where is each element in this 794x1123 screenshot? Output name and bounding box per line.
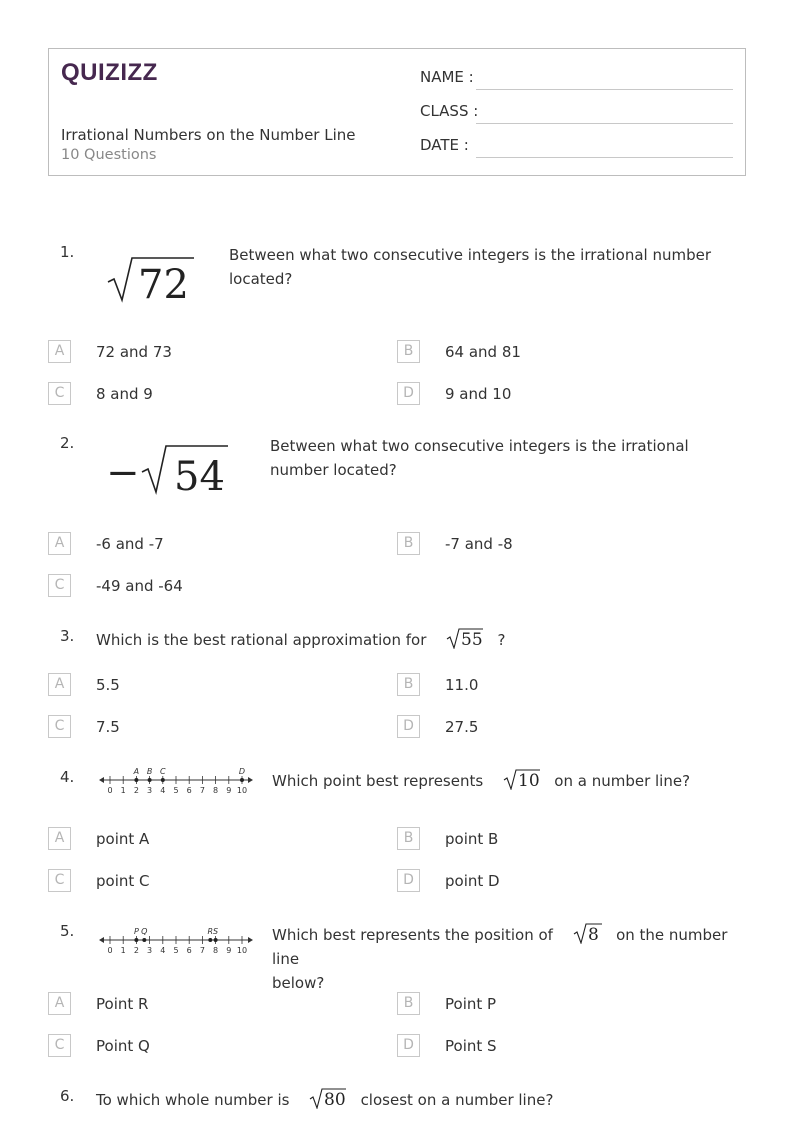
tick-label: 10 [236, 946, 248, 955]
q4-choice-b-box[interactable]: B [397, 827, 420, 850]
point-label: C [160, 767, 166, 776]
q1-choice-a-box[interactable]: A [48, 340, 71, 363]
question-5-text-after: on the number line [272, 926, 728, 968]
left-arrow-icon [99, 937, 104, 943]
tick-label: 8 [213, 786, 219, 795]
question-4-text-before: Which point best represents [272, 772, 484, 790]
tick-label: 5 [173, 946, 179, 955]
tick-label: 3 [147, 946, 153, 955]
q5-number-line [98, 924, 254, 958]
point-label: B [146, 767, 153, 776]
date-label: DATE : [420, 136, 469, 154]
quizizz-logo: QUIZIZZ [61, 59, 158, 86]
tick-label: 9 [226, 946, 232, 955]
point-marker [142, 938, 146, 942]
q4-number-line [98, 764, 254, 798]
q4-choice-a-text: point A [96, 830, 150, 848]
q5-choice-c-box[interactable]: C [48, 1034, 71, 1057]
q5-choice-d-text: Point S [445, 1037, 497, 1055]
minus-sign: − [106, 450, 140, 496]
question-5-text-line2: below? [272, 974, 325, 992]
q4-choice-b-text: point B [445, 830, 499, 848]
q3-choice-a-text: 5.5 [96, 676, 120, 694]
q2-choice-a-box[interactable]: A [48, 532, 71, 555]
tick-label: 2 [133, 946, 139, 955]
date-line[interactable] [476, 157, 733, 158]
question-1-text: Between what two consecutive integers is the irrational number located? [229, 246, 712, 288]
q4-choice-c-box[interactable]: C [48, 869, 71, 892]
radicand-8: 8 [587, 925, 599, 944]
tick-label: 2 [133, 786, 139, 795]
question-5-text-before: Which best represents the position of [272, 926, 553, 944]
question-3-text-after: ? [497, 631, 506, 649]
q1-choice-c-text: 8 and 9 [96, 385, 153, 403]
q4-choice-d-text: point D [445, 872, 500, 890]
q1-choice-a-text: 72 and 73 [96, 343, 172, 361]
name-line[interactable] [476, 89, 733, 90]
point-marker [161, 778, 165, 782]
point-label: S [213, 927, 219, 936]
question-6-text-before: To which whole number is [96, 1091, 290, 1109]
question-6-text [96, 1087, 553, 1109]
radicand-80: 80 [324, 1090, 346, 1109]
q4-choice-d-box[interactable]: D [397, 869, 420, 892]
class-field [420, 102, 733, 126]
point-label: A [133, 767, 140, 776]
question-2-text: Between what two consecutive integers is the irrational number located? [270, 437, 689, 479]
question-5-text [272, 922, 746, 995]
tick-label: 6 [186, 786, 192, 795]
q1-choice-b-text: 64 and 81 [445, 343, 521, 361]
q3-choice-c-text: 7.5 [96, 718, 120, 736]
tick-label: 1 [120, 946, 126, 955]
sqrt-10-graphic [503, 768, 541, 790]
class-label: CLASS : [420, 102, 479, 120]
left-arrow-icon [99, 777, 104, 783]
q4-choice-c-text: point C [96, 872, 150, 890]
question-count: 10 Questions [61, 147, 157, 163]
point-label: D [238, 767, 246, 776]
tick-label: 4 [160, 946, 166, 955]
tick-label: 7 [199, 946, 205, 955]
tick-label: 0 [107, 786, 113, 795]
question-2-expression [106, 442, 232, 496]
date-field [420, 136, 733, 160]
right-arrow-icon [248, 777, 253, 783]
question-3-text-before: Which is the best rational approximation for [96, 631, 427, 649]
point-marker [240, 778, 244, 782]
radicand-55: 55 [460, 630, 483, 649]
question-6-number: 6. [60, 1087, 75, 1105]
question-3-text [96, 627, 505, 649]
q4-choice-a-box[interactable]: A [48, 827, 71, 850]
radicand-72: 72 [138, 262, 189, 304]
question-4-number: 4. [60, 768, 75, 786]
radicand-10: 10 [517, 771, 540, 790]
question-4-text-after: on a number line? [554, 772, 691, 790]
tick-label: 4 [160, 786, 166, 795]
tick-label: 8 [213, 946, 219, 955]
point-marker [214, 938, 218, 942]
worksheet-title: Irrational Numbers on the Number Line [61, 126, 356, 144]
sqrt-80-graphic [309, 1087, 347, 1109]
question-4-text [272, 768, 690, 790]
name-label: NAME : [420, 68, 474, 86]
tick-label: 6 [186, 946, 192, 955]
q3-choice-a-box[interactable]: A [48, 673, 71, 696]
question-3-number: 3. [60, 627, 75, 645]
question-2-number: 2. [60, 434, 75, 452]
q3-choice-b-box[interactable]: B [397, 673, 420, 696]
tick-label: 7 [199, 786, 205, 795]
radicand-54: 54 [174, 454, 225, 496]
point-label: Q [141, 927, 148, 936]
q3-choice-d-box[interactable]: D [397, 715, 420, 738]
tick-label: 9 [226, 786, 232, 795]
q5-choice-b-text: Point P [445, 995, 497, 1013]
q5-choice-d-box[interactable]: D [397, 1034, 420, 1057]
tick-label: 10 [236, 786, 248, 795]
q5-choice-a-text: Point R [96, 995, 149, 1013]
worksheet-header [48, 48, 746, 176]
q2-choice-c-box[interactable]: C [48, 574, 71, 597]
tick-label: 0 [107, 946, 113, 955]
sqrt-72-graphic [106, 252, 196, 304]
neg-sqrt-54-graphic [106, 442, 232, 496]
q2-choice-b-text: -7 and -8 [445, 535, 513, 553]
question-1-number: 1. [60, 243, 75, 261]
tick-label: 1 [120, 786, 126, 795]
point-marker [134, 778, 138, 782]
q2-choice-b-box[interactable]: B [397, 532, 420, 555]
question-5-number: 5. [60, 922, 75, 940]
class-line[interactable] [476, 123, 733, 124]
point-marker [134, 938, 138, 942]
q5-choice-b-box[interactable]: B [397, 992, 420, 1015]
q5-choice-c-text: Point Q [96, 1037, 150, 1055]
q1-choice-d-text: 9 and 10 [445, 385, 512, 403]
point-marker [208, 938, 212, 942]
point-label: P [133, 927, 139, 936]
q3-choice-b-text: 11.0 [445, 676, 479, 694]
point-label: R [207, 927, 214, 936]
q1-choice-d-box[interactable]: D [397, 382, 420, 405]
q2-choice-a-text: -6 and -7 [96, 535, 164, 553]
tick-label: 5 [173, 786, 179, 795]
q5-choice-a-box[interactable]: A [48, 992, 71, 1015]
q2-choice-c-text: -49 and -64 [96, 577, 183, 595]
q1-choice-c-box[interactable]: C [48, 382, 71, 405]
sqrt-55-graphic [446, 627, 484, 649]
q1-choice-b-box[interactable]: B [397, 340, 420, 363]
name-field [420, 68, 733, 92]
q3-choice-c-box[interactable]: C [48, 715, 71, 738]
question-6-text-after: closest on a number line? [360, 1091, 554, 1109]
q3-choice-d-text: 27.5 [445, 718, 479, 736]
sqrt-8-graphic [573, 922, 603, 944]
question-1-expression [106, 252, 196, 304]
right-arrow-icon [248, 937, 253, 943]
tick-label: 3 [147, 786, 153, 795]
point-marker [148, 778, 152, 782]
